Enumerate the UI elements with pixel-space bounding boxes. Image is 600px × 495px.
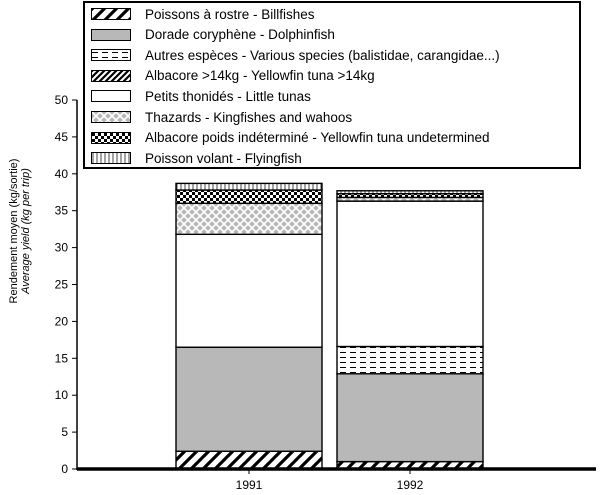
y-tick-label: 10	[54, 388, 68, 403]
bar-segment	[176, 203, 322, 234]
y-tick-label: 35	[54, 203, 68, 218]
legend-item	[91, 129, 489, 147]
legend-item	[91, 26, 335, 44]
bar-segment	[176, 347, 322, 451]
legend-item	[91, 67, 375, 85]
legend-swatch	[91, 132, 131, 144]
legend-swatch	[91, 90, 131, 102]
y-tick-label: 45	[54, 129, 68, 144]
legend-item	[91, 46, 500, 64]
legend-label: Poissons à rostre - Billfishes	[145, 6, 315, 22]
bar-segment	[337, 191, 483, 194]
bar-segment	[337, 201, 483, 346]
legend-swatch	[91, 111, 131, 123]
legend-label: Thazards - Kingfishes and wahoos	[145, 109, 353, 125]
y-tick-label: 30	[54, 240, 68, 255]
bar-segment	[176, 190, 322, 203]
bar-segment	[176, 451, 322, 469]
legend-label: Autres espèces - Various species (balistidae, carangidae...)	[145, 47, 500, 63]
legend-swatch	[91, 152, 131, 164]
legend-item	[91, 108, 352, 126]
legend-swatch	[91, 49, 131, 61]
y-axis-label-english: Average yield (kg per trip)	[20, 168, 32, 294]
y-tick-label: 50	[54, 93, 68, 107]
y-tick-label: 20	[54, 314, 68, 329]
legend-item	[91, 149, 302, 167]
y-tick-label: 25	[54, 277, 68, 292]
legend-label: Dorade coryphène - Dolphinfish	[145, 27, 335, 43]
legend	[83, 1, 581, 169]
legend-label: Albacore >14kg - Yellowfin tuna >14kg	[145, 68, 375, 84]
y-tick-label: 40	[54, 166, 68, 181]
legend-swatch	[91, 70, 131, 82]
legend-label: Petits thonidés - Little tunas	[145, 88, 311, 104]
y-tick-label: 15	[54, 351, 68, 366]
x-tick-label: 1991	[235, 478, 263, 492]
legend-label: Poisson volant - Flyingfish	[145, 150, 302, 166]
legend-swatch	[91, 8, 131, 20]
bar-segment	[176, 234, 322, 347]
legend-item	[91, 87, 311, 105]
y-tick-label: 5	[61, 425, 68, 440]
x-tick-label: 1992	[396, 478, 424, 492]
legend-swatch	[91, 29, 131, 41]
y-axis-label: Rendement moyen (kg/sortie)	[8, 158, 20, 304]
bar-segment	[337, 374, 483, 462]
bar-segment	[337, 346, 483, 373]
legend-item	[91, 5, 315, 23]
bar-segment	[176, 183, 322, 190]
legend-label: Albacore poids indéterminé - Yellowfin tuna undetermined	[145, 130, 490, 146]
y-tick-label: 0	[61, 462, 68, 476]
